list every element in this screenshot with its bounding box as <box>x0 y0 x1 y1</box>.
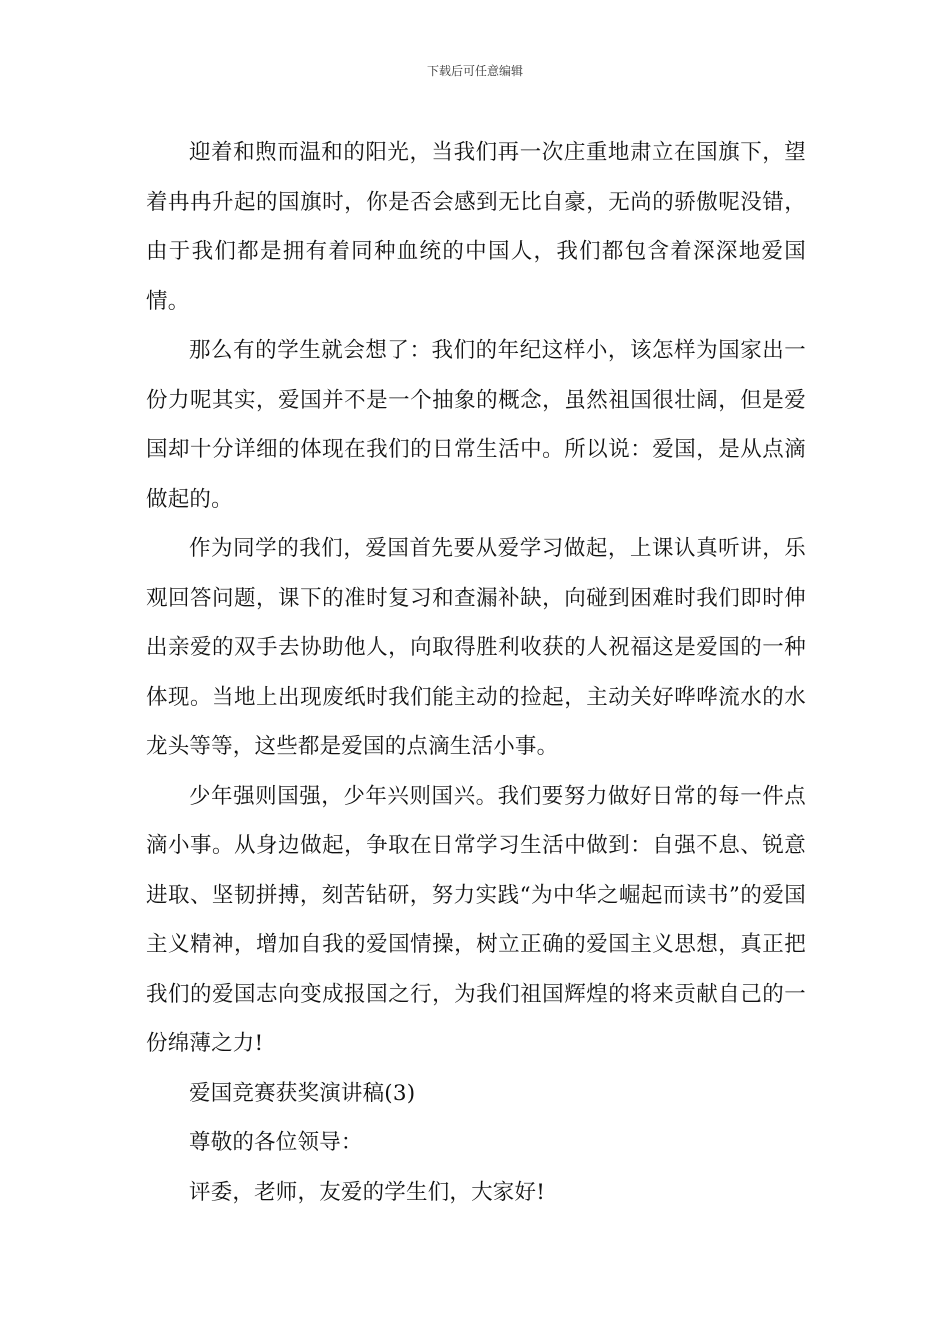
greeting: 评委，老师，友爱的学生们，大家好! <box>189 1179 546 1205</box>
page-header: 下载后可任意编辑 <box>426 64 523 78</box>
salutation: 尊敬的各位领导： <box>189 1130 363 1155</box>
document-body <box>146 128 806 1217</box>
paragraph-3: 作为同学的我们，爱国首先要从爱学习做起，上课认真听讲，乐观回答问题，课下的准时复习和查漏补缺，向碰到困难时我们即时伸出亲爱的双手去协助他人，向取得胜利收获的人祝福这是爱国的一种体现。当地上出现废纸时我们能主动的捡起，主动关好哗哗流水的水龙头等等，这些都是爱国的点滴生活小事。 <box>146 536 806 759</box>
paragraph-2: 那么有的学生就会想了：我们的年纪这样小，该怎样为国家出一份力呢其实，爱国并不是一个抽象的概念，虽然祖国很壮阔，但是爱国却十分详细的体现在我们的日常生活中。所以说：爱国，是从点滴做起的。 <box>146 338 806 512</box>
paragraph-4: 少年强则国强，少年兴则国兴。我们要努力做好日常的每一件点滴小事。从身边做起，争取在日常学习生活中做到：自强不息、锐意进取、坚韧拼搏，刻苦钻研，努力实践“为中华之崛起而读书”的爱国主义精神，增加自我的爱国情操，树立正确的爱国主义思想，真正把我们的爱国志向变成报国之行，为我们祖国辉煌的将来贡献自己的一份绵薄之力! <box>146 783 806 1056</box>
paragraph-1: 迎着和煦而温和的阳光，当我们再一次庄重地肃立在国旗下，望着冉冉升起的国旗时，你是否会感到无比自豪，无尚的骄傲呢没错，由于我们都是拥有着同种血统的中国人，我们都包含着深深地爱国情。 <box>146 140 806 314</box>
speech-title: 爱国竞赛获奖演讲稿(3) <box>189 1080 416 1106</box>
